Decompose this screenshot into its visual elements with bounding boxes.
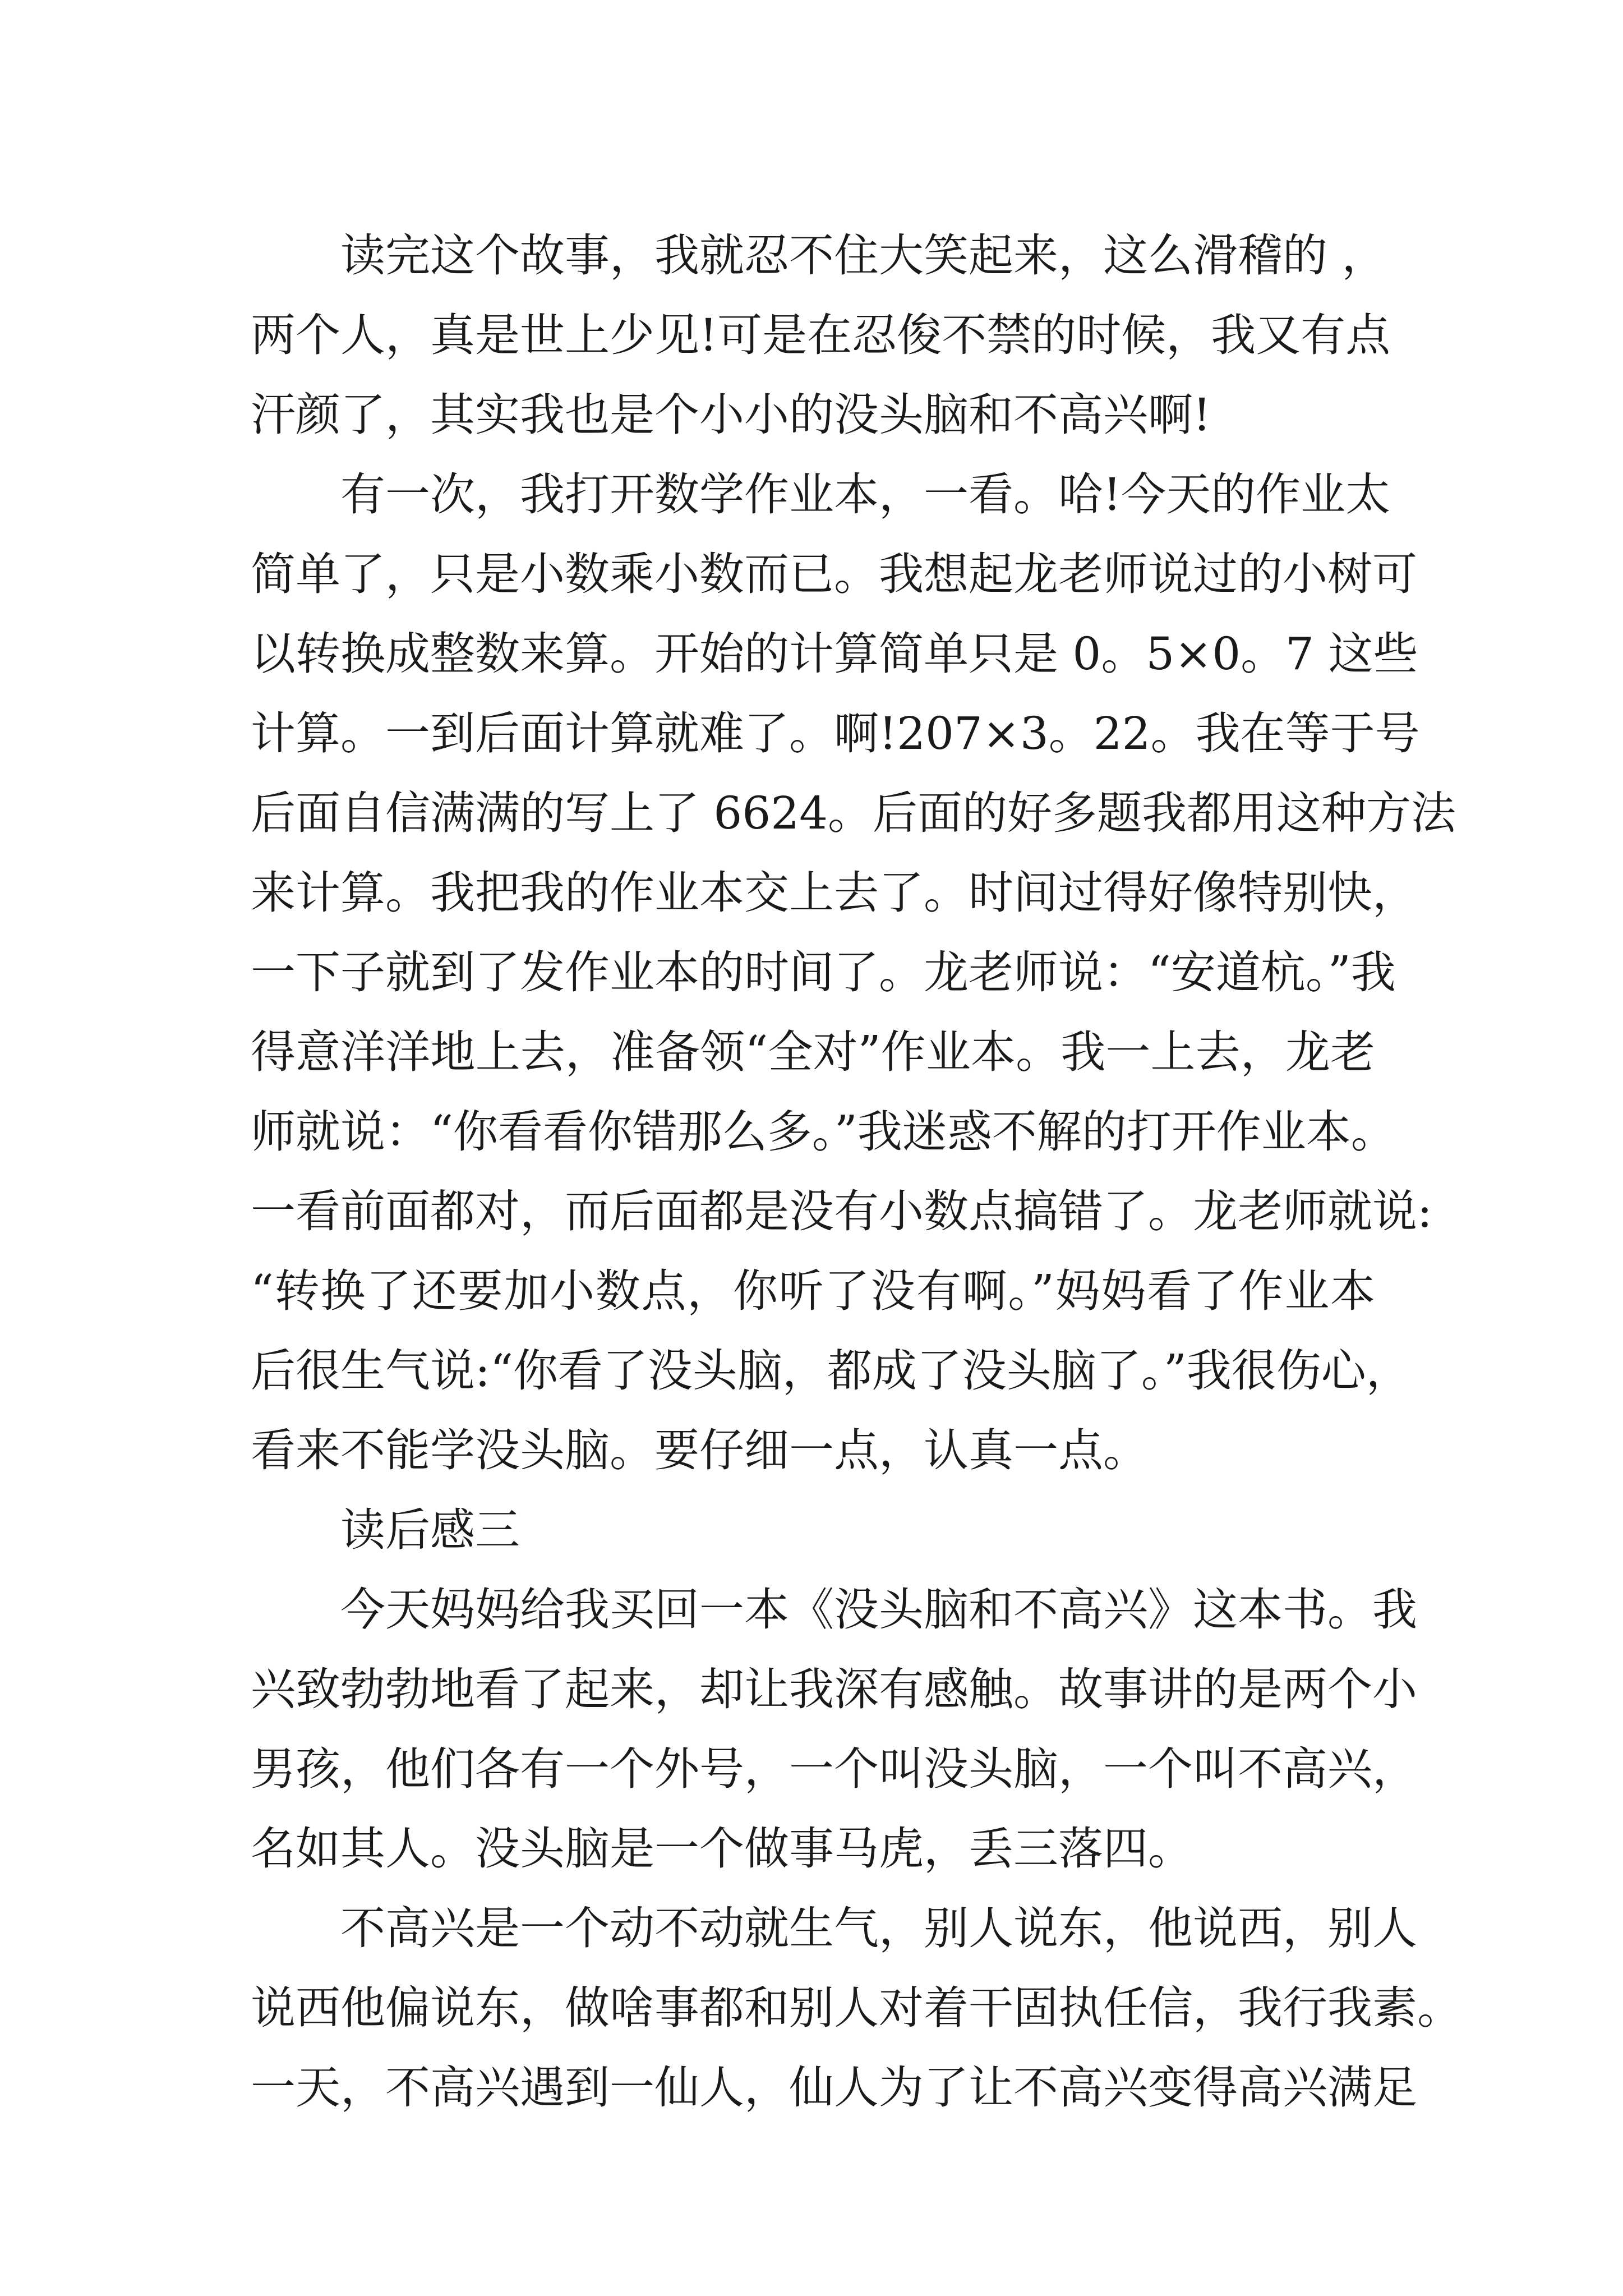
- text-line: 后面自信满满的写上了 6624。后面的好多题我都用这种方法: [251, 787, 1456, 839]
- text-line: “转换了还要加小数点，你听了没有啊。”妈妈看了作业本: [251, 1265, 1375, 1317]
- text-line: 师就说：“你看看你错那么多。”我迷惑不解的打开作业本。: [251, 1106, 1396, 1158]
- text-line: 后很生气说:“你看了没头脑，都成了没头脑了。”我很伤心，: [251, 1345, 1411, 1397]
- text-line: 读完这个故事，我就忍不住大笑起来，这么滑稽的 ，: [340, 229, 1387, 282]
- text-line: 以转换成整数来算。开始的计算简单只是 0。5×0。7 这些: [251, 628, 1418, 680]
- text-line: 汗颜了，其实我也是个小小的没头脑和不高兴啊!: [251, 389, 1211, 441]
- text-line: 得意洋洋地上去，准备领“全对”作业本。我一上去，龙老: [251, 1026, 1375, 1078]
- text-line: 今天妈妈给我买回一本《没头脑和不高兴》这本书。我: [340, 1584, 1417, 1636]
- text-line: 男孩，他们各有一个外号，一个叫没头脑，一个叫不高兴，: [251, 1743, 1417, 1795]
- text-line: 兴致勃勃地看了起来，却让我深有感触。故事讲的是两个小: [251, 1663, 1417, 1715]
- text-line: 说西他偏说东，做啥事都和别人对着干固执任信，我行我素。: [251, 1982, 1462, 2034]
- text-line: 不高兴是一个动不动就生气，别人说东，他说西，别人: [340, 1902, 1417, 1954]
- text-line: 一看前面都对，而后面都是没有小数点搞错了。龙老师就说:: [251, 1185, 1432, 1237]
- text-line: 来计算。我把我的作业本交上去了。时间过得好像特别快，: [251, 867, 1417, 919]
- text-line: 一下子就到了发作业本的时间了。龙老师说：“安道杭。”我: [251, 946, 1396, 999]
- text-line: 一天，不高兴遇到一仙人，仙人为了让不高兴变得高兴满足: [251, 2062, 1417, 2114]
- text-line: 有一次，我打开数学作业本，一看。哈!今天的作业太: [340, 468, 1391, 521]
- text-line: 简单了，只是小数乘小数而已。我想起龙老师说过的小树可: [251, 548, 1417, 600]
- text-line: 名如其人。没头脑是一个做事马虎，丢三落四。: [251, 1823, 1193, 1875]
- text-line: 读后感三: [340, 1504, 520, 1556]
- document-body: [251, 216, 1462, 2128]
- text-line: 计算。一到后面计算就难了。啊!207×3。22。我在等于号: [251, 707, 1420, 760]
- text-line: 两个人，真是世上少见!可是在忍俊不禁的时候，我又有点: [251, 309, 1391, 361]
- text-line: 看来不能学没头脑。要仔细一点，认真一点。: [251, 1424, 1148, 1476]
